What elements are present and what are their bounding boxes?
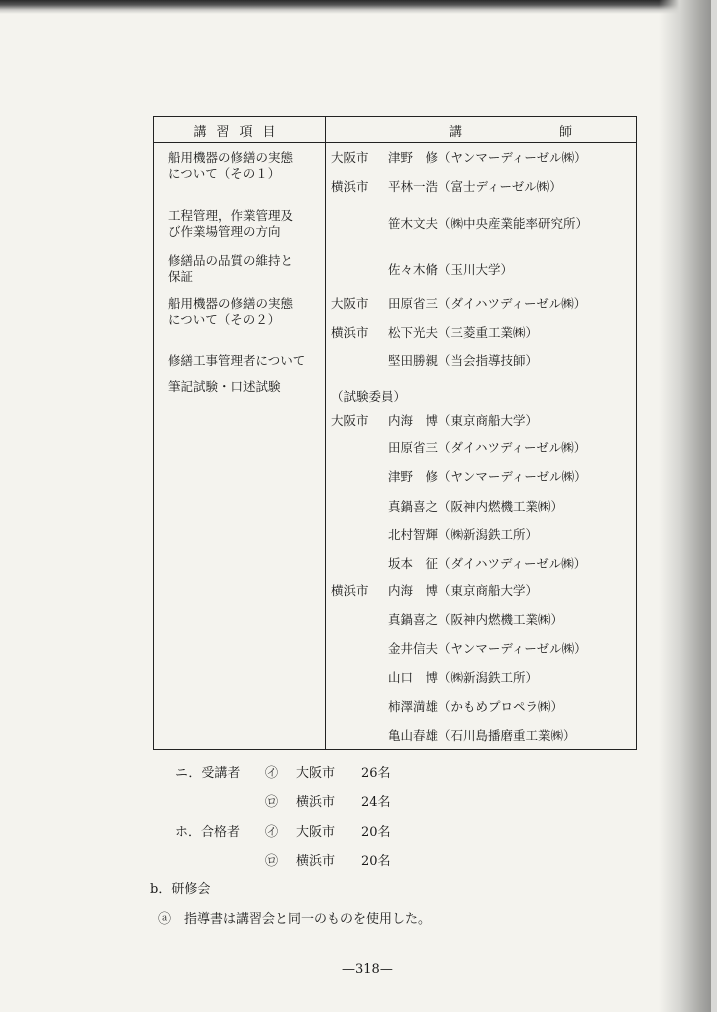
lecturer-city: 大阪市 bbox=[331, 296, 369, 311]
topic-line: 修繕工事管理者について bbox=[168, 353, 306, 368]
examiner-name: 真鍋喜之（阪神内燃機工業㈱） bbox=[388, 499, 564, 514]
topic-line: 工程管理，作業管理及 bbox=[168, 208, 294, 223]
examiner-name: 北村智輝（㈱新潟鉄工所） bbox=[388, 527, 539, 542]
attendees-city: 大阪市 bbox=[296, 766, 336, 781]
attendees-label: ニ．受講者 bbox=[175, 766, 241, 781]
passers-mark: ㋺ bbox=[265, 854, 279, 869]
attendees-count: 24名 bbox=[361, 795, 391, 810]
examiners-label: （試験委員） bbox=[331, 389, 407, 404]
lecturer-name: 松下光夫（三菱重工業㈱） bbox=[388, 325, 539, 340]
passers-city: 大阪市 bbox=[296, 825, 336, 840]
examiner-name: 亀山春雄（石川島播磨重工業㈱） bbox=[388, 728, 576, 743]
scan-gutter-shadow bbox=[659, 0, 717, 1012]
topic-line: び作業場管理の方向 bbox=[168, 224, 281, 239]
note-text: ⓐ 指導書は講習会と同一のものを使用した。 bbox=[158, 912, 432, 927]
examiner-name: 山口 博（㈱新潟鉄工所） bbox=[388, 670, 539, 685]
lecturer-name: 笹木文夫（㈱中央産業能率研究所） bbox=[388, 216, 589, 231]
examiner-name: 田原省三（ダイハツディーゼル㈱） bbox=[388, 440, 587, 455]
passers-count: 20名 bbox=[361, 854, 391, 869]
topic-line: について（その２） bbox=[168, 312, 281, 327]
examiner-name: 内海 博（東京商船大学） bbox=[388, 413, 539, 428]
examiner-name: 柿澤満雄（かもめプロペラ㈱） bbox=[388, 699, 564, 714]
page-number: —318— bbox=[342, 962, 393, 977]
examiner-city: 横浜市 bbox=[331, 583, 369, 598]
course-table bbox=[153, 116, 637, 750]
lecturer-name: 津野 修（ヤンマーディーゼル㈱） bbox=[388, 150, 587, 165]
scan-top-shadow bbox=[0, 0, 717, 14]
topic-line: 保証 bbox=[168, 269, 194, 284]
examiner-name: 津野 修（ヤンマーディーゼル㈱） bbox=[388, 469, 587, 484]
attendees-mark: ㋺ bbox=[265, 795, 279, 810]
passers-city: 横浜市 bbox=[296, 854, 336, 869]
attendees-mark: ㋑ bbox=[265, 766, 279, 781]
examiner-name: 金井信夫（ヤンマーディーゼル㈱） bbox=[388, 641, 587, 656]
lecturer-name: 平林一浩（富士ディーゼル㈱） bbox=[388, 179, 562, 194]
scan-page-edge bbox=[711, 0, 717, 1012]
header-lecturers-char-2: 師 bbox=[559, 125, 573, 140]
lecturer-city: 大阪市 bbox=[331, 150, 369, 165]
lecturer-name: 佐々木脩（玉川大学） bbox=[388, 262, 514, 277]
lecturer-city: 横浜市 bbox=[331, 325, 369, 340]
header-topics: 講習項目 bbox=[193, 125, 286, 140]
lecturer-name: 堅田勝親（当会指導技師） bbox=[388, 353, 539, 368]
topic-line: 筆記試験・口述試験 bbox=[168, 379, 281, 394]
lecturer-name: 田原省三（ダイハツディーゼル㈱） bbox=[388, 296, 587, 311]
header-lecturers-char-1: 講 bbox=[449, 125, 463, 140]
column-divider bbox=[325, 117, 326, 749]
examiner-name: 内海 博（東京商船大学） bbox=[388, 583, 539, 598]
passers-count: 20名 bbox=[361, 825, 391, 840]
lecturer-city: 横浜市 bbox=[331, 179, 369, 194]
header-divider bbox=[154, 142, 636, 143]
topic-line: 修繕品の品質の維持と bbox=[168, 253, 294, 268]
section-b-heading: b．研修会 bbox=[150, 882, 211, 897]
examiner-name: 真鍋喜之（阪神内燃機工業㈱） bbox=[388, 612, 564, 627]
passers-label: ホ．合格者 bbox=[175, 825, 241, 840]
topic-line: 船用機器の修繕の実態 bbox=[168, 150, 294, 165]
attendees-count: 26名 bbox=[361, 766, 391, 781]
attendees-city: 横浜市 bbox=[296, 795, 336, 810]
examiner-name: 坂本 征（ダイハツディーゼル㈱） bbox=[388, 556, 587, 571]
examiner-city: 大阪市 bbox=[331, 413, 369, 428]
passers-mark: ㋑ bbox=[265, 825, 279, 840]
topic-line: 船用機器の修繕の実態 bbox=[168, 296, 294, 311]
topic-line: について（その１） bbox=[168, 166, 281, 181]
